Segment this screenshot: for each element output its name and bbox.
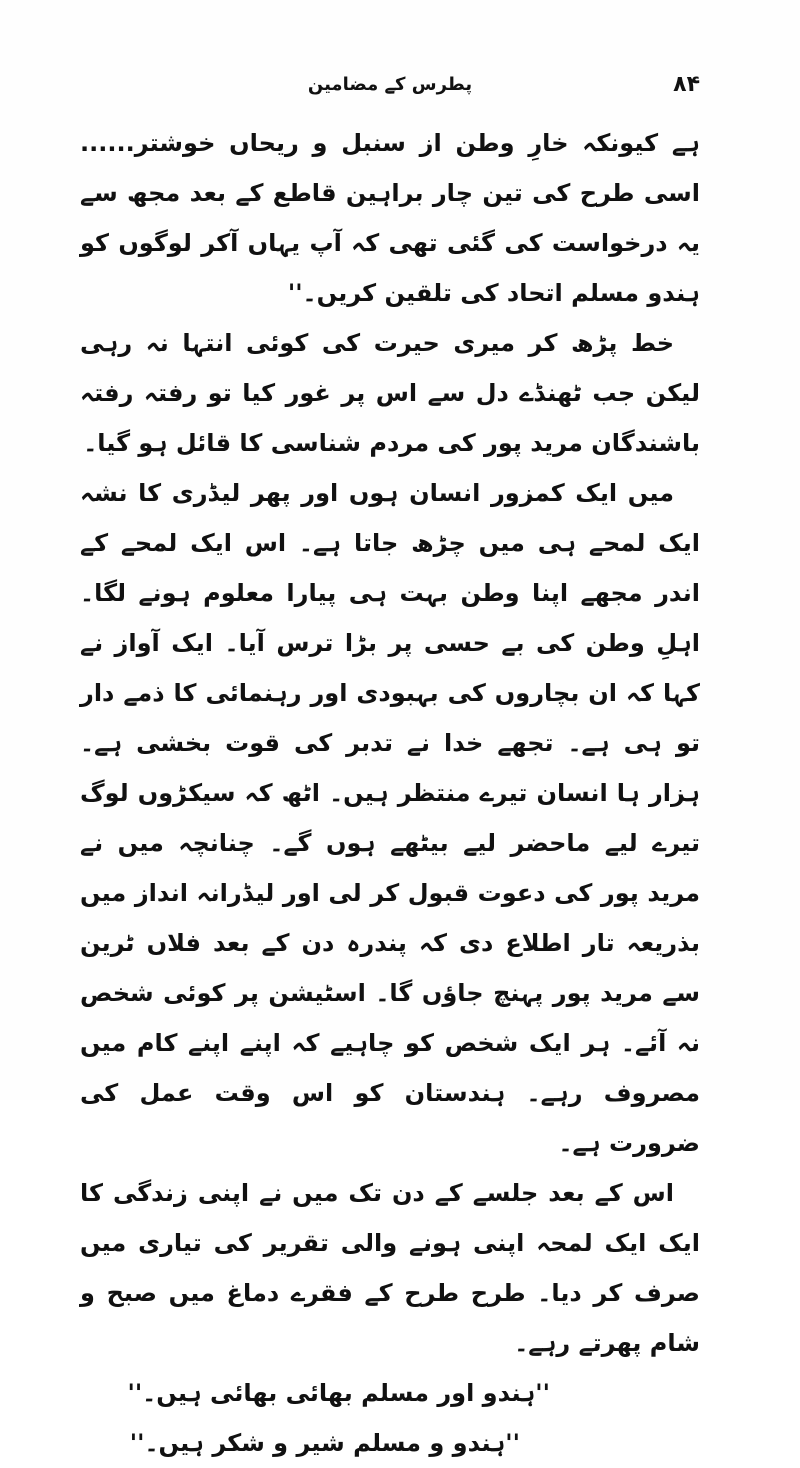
- paragraph-4: اس کے بعد جلسے کے دن تک میں نے اپنی زندگی کا ایک ایک لمحہ اپنی ہونے والی تقریر کی تیاری میں صرف کر دیا۔ طرح طرح کے فقرے دماغ میں صبح و شام پھرتے رہے۔: [80, 1179, 700, 1357]
- paragraph-3: میں ایک کمزور انسان ہوں اور پھر لیڈری کا نشہ ایک لمحے ہی میں چڑھ جاتا ہے۔ اس ایک لمحے کے اندر مجھے اپنا وطن بہت ہی پیارا معلوم ہونے لگا۔ اہلِ وطن کی بے حسی پر بڑا ترس آیا۔ ایک آواز نے کہا کہ ان بچاروں کی بہبودی اور رہنمائی کا ذمے دار تو ہی ہے۔ تجھے خدا نے تدبر کی قوت بخشی ہے۔ ہزار ہا انسان تیرے منتظر ہیں۔ اٹھ کہ سیکڑوں لوگ تیرے لیے ماحضر لیے بیٹھے ہوں گے۔ چنانچہ میں نے مرید پور کی دعوت قبول کر لی اور لیڈرانہ انداز میں بذریعہ تار اطلاع دی کہ پندرہ دن کے بعد فلاں ٹرین سے مرید پور پہنچ جاؤں گا۔ اسٹیشن پر کوئی شخص نہ آئے۔ ہر ایک شخص کو چاہیے کہ اپنے اپنے کام میں مصروف رہے۔ ہندستان کو اس وقت عمل کی ضرورت ہے۔: [80, 479, 700, 1157]
- running-header: [80, 72, 700, 108]
- running-title: پطرس کے مضامین: [307, 74, 473, 95]
- paragraph-2: خط پڑھ کر میری حیرت کی کوئی انتہا نہ رہی لیکن جب ٹھنڈے دل سے اس پر غور کیا تو رفتہ رفتہ باشندگان مرید پور کی مردم شناسی کا قائل ہو گیا۔: [80, 329, 700, 457]
- quote-1: ''ہندو اور مسلم بھائی بھائی ہیں۔'': [127, 1379, 550, 1407]
- body-text: [80, 118, 700, 1468]
- paragraph-1: ہے کیونکہ خارِ وطن از سنبل و ریحاں خوشتر...... اسی طرح کی تین چار براہین قاطع کے بعد مجھ سے یہ درخواست کی گئی تھی کہ آپ یہاں آکر لوگوں کو ہندو مسلم اتحاد کی تلقین کریں۔'': [80, 129, 700, 307]
- quote-2: ''ہندو و مسلم شیر و شکر ہیں۔'': [129, 1429, 520, 1457]
- page-number: ۸۴: [673, 72, 700, 97]
